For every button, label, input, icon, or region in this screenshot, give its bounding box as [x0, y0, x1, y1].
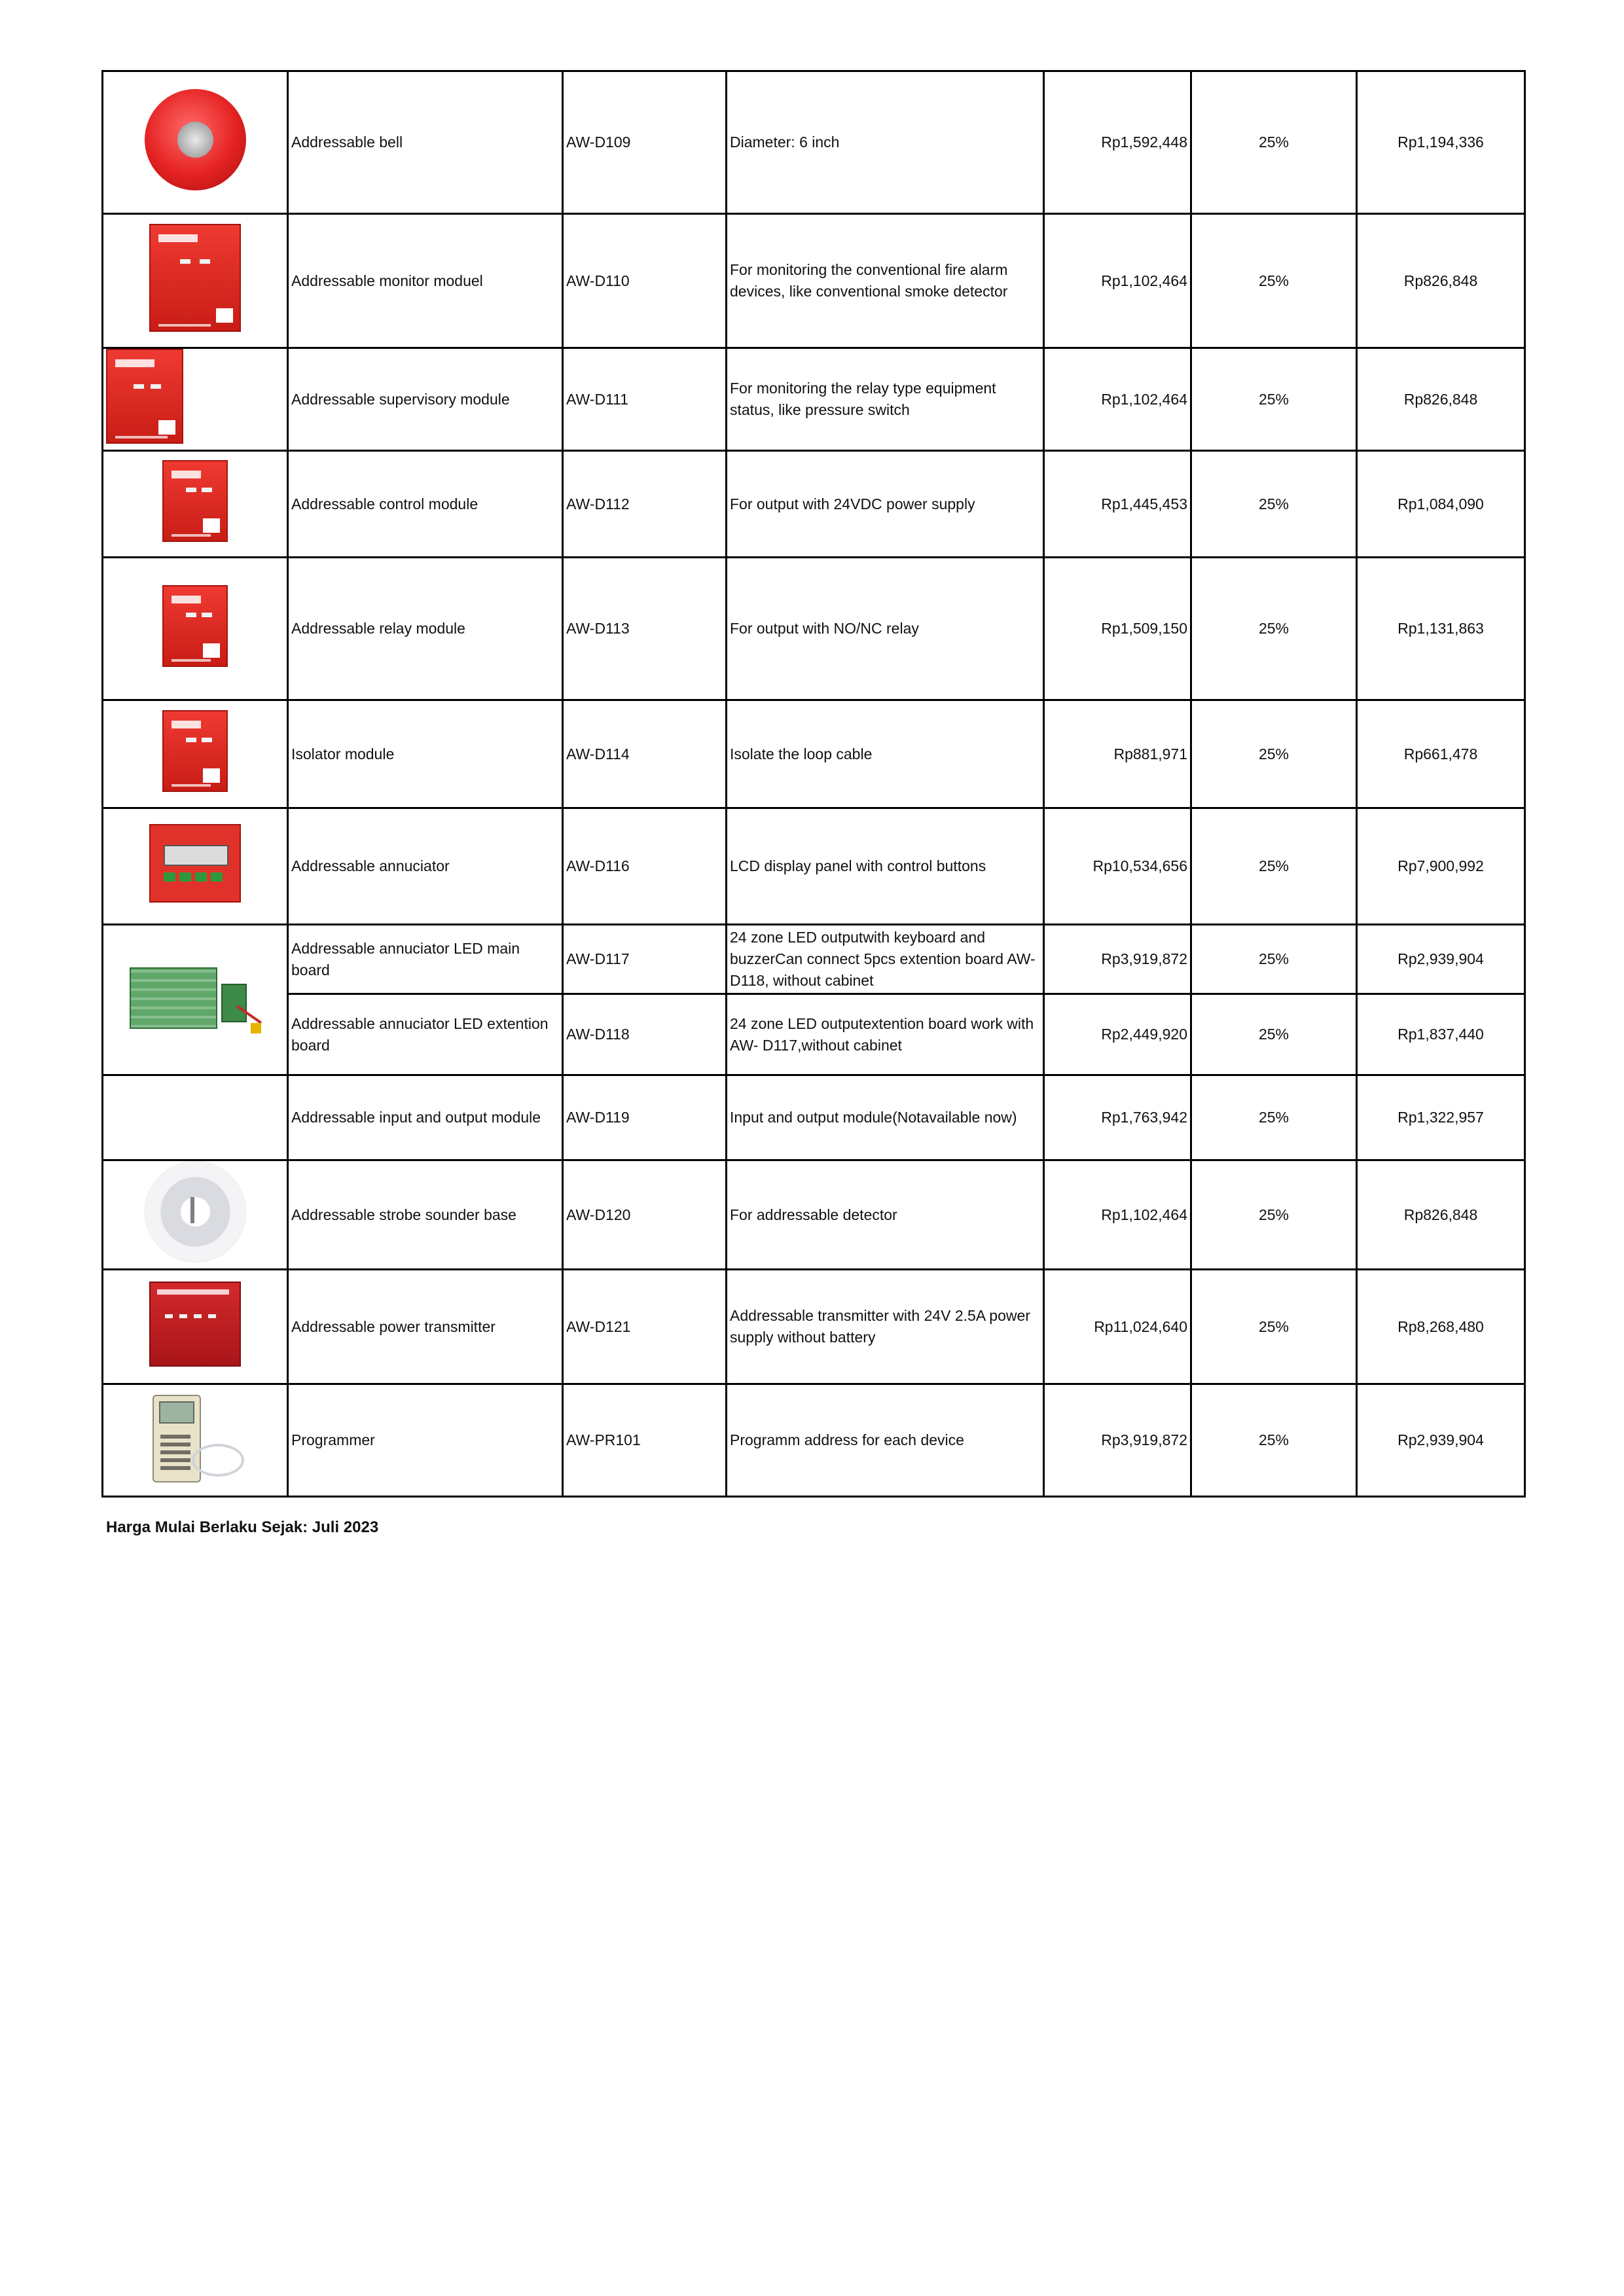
image-cell — [103, 214, 288, 348]
product-description: Isolate the loop cable — [727, 700, 1044, 808]
list-price: Rp10,534,656 — [1044, 808, 1191, 925]
table-row — [103, 71, 1525, 214]
discount: 25% — [1191, 214, 1357, 348]
discount: 25% — [1191, 808, 1357, 925]
list-price: Rp1,102,464 — [1044, 1160, 1191, 1270]
product-name: Addressable control module — [288, 451, 563, 558]
table-row — [103, 925, 1525, 994]
product-description: Programm address for each device — [727, 1384, 1044, 1497]
product-name: Addressable annuciator — [288, 808, 563, 925]
discount: 25% — [1191, 348, 1357, 451]
product-code: AW-D117 — [563, 925, 727, 994]
discount: 25% — [1191, 1075, 1357, 1160]
list-price: Rp1,445,453 — [1044, 451, 1191, 558]
image-cell — [103, 451, 288, 558]
image-cell — [103, 558, 288, 700]
product-name: Addressable power transmitter — [288, 1270, 563, 1384]
discount: 25% — [1191, 1384, 1357, 1497]
product-name: Addressable annuciator LED main board — [288, 925, 563, 994]
isolator-module-icon — [162, 710, 228, 792]
list-price: Rp3,919,872 — [1044, 925, 1191, 994]
list-price: Rp1,763,942 — [1044, 1075, 1191, 1160]
table-row — [103, 558, 1525, 700]
product-name: Addressable supervisory module — [288, 348, 563, 451]
led-board-icon — [123, 951, 267, 1043]
discount: 25% — [1191, 71, 1357, 214]
product-description: Input and output module(Notavailable now) — [727, 1075, 1044, 1160]
list-price: Rp2,449,920 — [1044, 994, 1191, 1075]
product-code: AW-D121 — [563, 1270, 727, 1384]
product-name: Isolator module — [288, 700, 563, 808]
image-cell — [103, 1075, 288, 1160]
table-row — [103, 348, 1525, 451]
product-name: Addressable annuciator LED extention board — [288, 994, 563, 1075]
discount: 25% — [1191, 558, 1357, 700]
product-code: AW-D120 — [563, 1160, 727, 1270]
control-module-icon — [162, 460, 228, 542]
table-row — [103, 214, 1525, 348]
table-row — [103, 1075, 1525, 1160]
sounder-base-icon — [145, 1161, 246, 1263]
net-price: Rp7,900,992 — [1357, 808, 1525, 925]
product-code: AW-D110 — [563, 214, 727, 348]
price-effective-note: Harga Mulai Berlaku Sejak: Juli 2023 — [106, 1518, 379, 1536]
table-row — [103, 808, 1525, 925]
product-code: AW-D114 — [563, 700, 727, 808]
net-price: Rp661,478 — [1357, 700, 1525, 808]
product-description: LCD display panel with control buttons — [727, 808, 1044, 925]
product-name: Addressable input and output module — [288, 1075, 563, 1160]
image-cell — [103, 71, 288, 214]
product-description: Addressable transmitter with 24V 2.5A power supply without battery — [727, 1270, 1044, 1384]
net-price: Rp1,322,957 — [1357, 1075, 1525, 1160]
monitor-module-icon — [149, 224, 241, 332]
net-price: Rp8,268,480 — [1357, 1270, 1525, 1384]
discount: 25% — [1191, 451, 1357, 558]
discount: 25% — [1191, 700, 1357, 808]
product-code: AW-D111 — [563, 348, 727, 451]
product-description: For monitoring the conventional fire alarm devices, like conventional smoke detector — [727, 214, 1044, 348]
product-name: Addressable bell — [288, 71, 563, 214]
product-description: 24 zone LED outputextention board work with AW- D117,without cabinet — [727, 994, 1044, 1075]
table-row — [103, 700, 1525, 808]
table-row — [103, 1160, 1525, 1270]
product-description: For monitoring the relay type equipment status, like pressure switch — [727, 348, 1044, 451]
programmer-icon — [139, 1391, 251, 1483]
product-name: Programmer — [288, 1384, 563, 1497]
list-price: Rp1,102,464 — [1044, 348, 1191, 451]
product-code: AW-D113 — [563, 558, 727, 700]
table-row — [103, 451, 1525, 558]
net-price: Rp1,837,440 — [1357, 994, 1525, 1075]
list-price: Rp1,102,464 — [1044, 214, 1191, 348]
relay-module-icon — [162, 585, 228, 667]
bell-icon — [145, 89, 246, 190]
product-code: AW-D112 — [563, 451, 727, 558]
table-row — [103, 994, 1525, 1075]
net-price: Rp1,194,336 — [1357, 71, 1525, 214]
image-cell — [103, 808, 288, 925]
list-price: Rp1,592,448 — [1044, 71, 1191, 214]
list-price: Rp11,024,640 — [1044, 1270, 1191, 1384]
supervisory-module-icon — [106, 349, 183, 444]
product-name: Addressable strobe sounder base — [288, 1160, 563, 1270]
list-price: Rp881,971 — [1044, 700, 1191, 808]
discount: 25% — [1191, 925, 1357, 994]
product-description: For addressable detector — [727, 1160, 1044, 1270]
discount: 25% — [1191, 1270, 1357, 1384]
product-description: Diameter: 6 inch — [727, 71, 1044, 214]
power-transmitter-icon — [149, 1282, 241, 1367]
product-name: Addressable monitor moduel — [288, 214, 563, 348]
image-cell — [103, 925, 288, 1075]
table-row — [103, 1270, 1525, 1384]
product-code: AW-D119 — [563, 1075, 727, 1160]
annunciator-panel-icon — [149, 824, 241, 903]
product-description: 24 zone LED outputwith keyboard and buzzerCan connect 5pcs extention board AW-D118, without cabinet — [727, 925, 1044, 994]
discount: 25% — [1191, 994, 1357, 1075]
product-code: AW-D118 — [563, 994, 727, 1075]
product-code: AW-D109 — [563, 71, 727, 214]
image-cell — [103, 700, 288, 808]
net-price: Rp1,084,090 — [1357, 451, 1525, 558]
product-description: For output with NO/NC relay — [727, 558, 1044, 700]
net-price: Rp2,939,904 — [1357, 1384, 1525, 1497]
image-cell — [103, 1270, 288, 1384]
net-price: Rp1,131,863 — [1357, 558, 1525, 700]
net-price: Rp826,848 — [1357, 348, 1525, 451]
net-price: Rp2,939,904 — [1357, 925, 1525, 994]
product-name: Addressable relay module — [288, 558, 563, 700]
table-row — [103, 1384, 1525, 1497]
list-price: Rp1,509,150 — [1044, 558, 1191, 700]
image-cell — [103, 1160, 288, 1270]
product-description: For output with 24VDC power supply — [727, 451, 1044, 558]
net-price: Rp826,848 — [1357, 214, 1525, 348]
price-list-table — [101, 70, 1526, 1498]
image-cell — [103, 1384, 288, 1497]
list-price: Rp3,919,872 — [1044, 1384, 1191, 1497]
discount: 25% — [1191, 1160, 1357, 1270]
product-code: AW-PR101 — [563, 1384, 727, 1497]
net-price: Rp826,848 — [1357, 1160, 1525, 1270]
product-code: AW-D116 — [563, 808, 727, 925]
image-cell — [103, 348, 288, 451]
